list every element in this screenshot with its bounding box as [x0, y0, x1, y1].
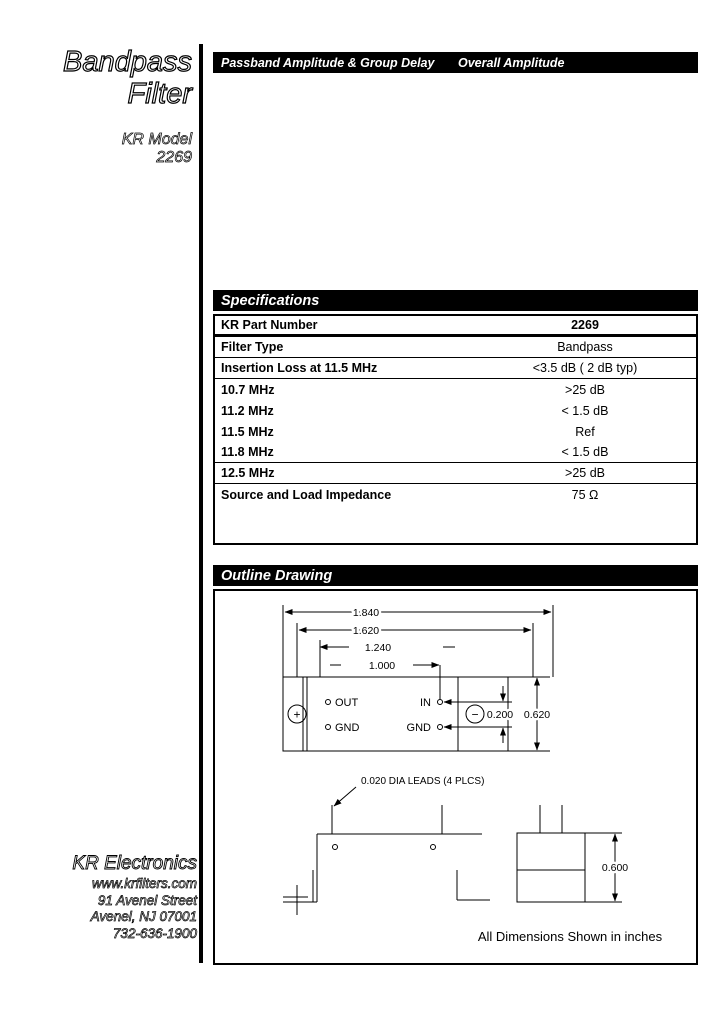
pin-label-gnd-left: GND	[335, 722, 360, 734]
spec-value: Bandpass	[557, 340, 613, 354]
model-line-2: 2269	[156, 149, 192, 166]
specifications-header-bar: Specifications	[213, 290, 698, 311]
outline-drawing-header-bar: Outline Drawing	[213, 565, 698, 586]
specifications-table	[213, 314, 698, 545]
pin-label-in: IN	[420, 697, 431, 709]
spec-label: 12.5 MHz	[221, 466, 275, 480]
minus-terminal-symbol: −	[471, 707, 479, 722]
pin-label-gnd-right: GND	[406, 722, 431, 734]
spec-value: < 1.5 dB	[561, 445, 609, 459]
plus-terminal-symbol: +	[293, 707, 301, 722]
spec-label: Insertion Loss at 11.5 MHz	[221, 361, 378, 375]
page-title	[63, 46, 192, 110]
spec-label: KR Part Number	[221, 318, 318, 332]
spec-value: >25 dB	[565, 466, 605, 480]
table-row	[215, 316, 696, 337]
charts-header-bar	[213, 52, 698, 73]
title-line-1: Bandpass	[63, 46, 192, 78]
lead-hole-right	[431, 845, 436, 850]
outline-drawing	[215, 591, 696, 963]
vertical-divider	[199, 44, 203, 963]
charts-header-right: Overall Amplitude	[458, 55, 565, 70]
company-name: KR Electronics	[72, 853, 197, 874]
spec-label: Source and Load Impedance	[221, 487, 392, 502]
spec-value: 75 Ω	[571, 487, 599, 502]
table-row	[215, 442, 696, 463]
spec-value: Ref	[575, 424, 595, 439]
dim-body-height: 0.600	[601, 862, 629, 874]
spec-label: 11.5 MHz	[221, 424, 274, 439]
out-pin	[326, 700, 331, 705]
outline-drawing-box	[213, 589, 698, 965]
dim-body-width: 0.620	[523, 709, 551, 721]
spec-label: 11.2 MHz	[221, 403, 274, 418]
spec-value: < 1.5 dB	[561, 403, 609, 418]
company-phone: 732-636-1900	[112, 925, 197, 941]
spec-value: 2269	[571, 318, 599, 332]
spec-value: <3.5 dB ( 2 dB typ)	[532, 361, 638, 375]
gnd-pin-right	[438, 725, 443, 730]
units-note: All Dimensions Shown in inches	[477, 929, 663, 944]
table-row	[215, 379, 696, 400]
lead-hole-left	[333, 845, 338, 850]
spec-label: Filter Type	[221, 340, 284, 354]
company-address-1: 91 Avenel Street	[97, 892, 197, 908]
dim-inner-length: 1.620	[352, 625, 380, 637]
in-pin	[438, 700, 443, 705]
charts-header-left: Passband Amplitude & Group Delay	[221, 55, 435, 70]
dim-overall-length: 1.840	[352, 607, 380, 619]
spec-label: 10.7 MHz	[221, 382, 275, 397]
pin-label-out: OUT	[335, 697, 359, 709]
gnd-pin-left	[326, 725, 331, 730]
company-website: www.krfilters.com	[91, 876, 197, 891]
table-row	[215, 484, 696, 505]
table-row	[215, 400, 696, 421]
company-footer	[72, 852, 197, 942]
spec-value: >25 dB	[565, 382, 605, 397]
table-row	[215, 463, 696, 484]
model-line-1: KR Model	[121, 131, 192, 148]
company-address-2: Avenel, NJ 07001	[90, 909, 197, 924]
title-line-2: Filter	[127, 78, 192, 110]
leads-note: 0.020 DIA LEADS (4 PLCS)	[361, 776, 485, 787]
dim-hole-span: 1.240	[364, 642, 392, 654]
table-row	[215, 421, 696, 442]
dim-pin-span: 1.000	[368, 660, 396, 672]
dim-pin-pitch: 0.200	[486, 709, 514, 721]
spec-label: 11.8 MHz	[221, 445, 274, 459]
table-row	[215, 358, 696, 379]
table-row	[215, 337, 696, 358]
model-label	[122, 131, 192, 167]
